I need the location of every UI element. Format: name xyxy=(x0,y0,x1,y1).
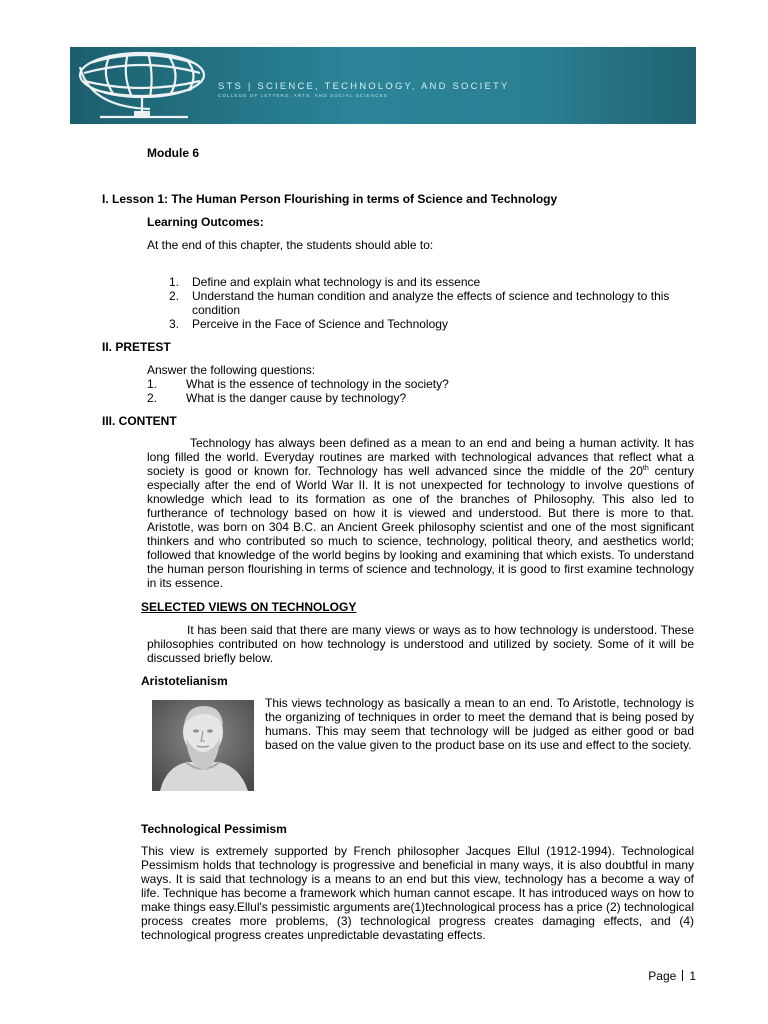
pretest-questions xyxy=(147,377,449,405)
list-item: 3. Perceive in the Face of Science and Technology xyxy=(169,317,448,331)
list-item: 2. Understand the human condition and analyze the effects of science and technology to this condition xyxy=(169,289,670,317)
aristotelianism-text: This views technology as basically a mean to an end. To Aristotle, technology is the organizing of techniques in order to meet the demand that is being posed by humans. This may seem that technology will be judged as either good or bad based on the value given to the product base on its use and effect to the society. xyxy=(265,696,694,752)
outcomes-intro: At the end of this chapter, the students should able to: xyxy=(147,238,434,252)
views-intro: It has been said that there are many views or ways as to how technology is understood. These philosophies contributed on how technology is understood and utilized by society. Some of it will be discussed briefly below. xyxy=(147,623,694,665)
pretest-heading: II. PRETEST xyxy=(102,340,171,354)
page-footer xyxy=(648,969,696,983)
pessimism-heading: Technological Pessimism xyxy=(141,822,287,836)
outcomes-list xyxy=(147,275,694,331)
aristotelianism-heading: Aristotelianism xyxy=(141,674,228,688)
list-item: 1. What is the essence of technology in the society? xyxy=(147,377,449,391)
header-banner xyxy=(70,47,696,124)
list-item: 2. What is the danger cause by technology? xyxy=(147,391,407,405)
banner-title: STS | SCIENCE, TECHNOLOGY, AND SOCIETY xyxy=(218,81,510,92)
module-title: Module 6 xyxy=(147,146,200,160)
aristotle-bust-image xyxy=(152,700,254,791)
pretest-intro: Answer the following questions: xyxy=(147,363,316,377)
lesson-heading: I. Lesson 1: The Human Person Flourishing in terms of Science and Technology xyxy=(102,192,558,206)
globe-icon xyxy=(70,47,220,124)
page-number: 1 xyxy=(689,969,696,983)
content-paragraph: Technology has always been defined as a mean to an end and being a human activity. It has long filled the world. Everyday routines are marked with technological advances that reflect what a society is good or known for. Technology has well advanced since the middle of the 20th century especially after the end of World War II. It is not unexpected for technology to involve questions of knowledge which lead to its formation as one of the branches of Philosophy. This also led to furtherance of technology based on how it is viewed and understood. But there is more to that. Aristotle, was born on 304 B.C. an Ancient Greek philosophy scientist and one of the most significant thinkers and who contributed so much to science, technology, political theory, and aesthetics world; followed that knowledge of the world begins by looking and examining that which exists. To understand the human person flourishing in terms of science and technology, it is good to first examine technology in its essence. xyxy=(147,436,695,590)
content-heading: III. CONTENT xyxy=(102,414,177,428)
outcomes-heading: Learning Outcomes: xyxy=(147,215,264,229)
banner-subtitle: COLLEGE OF LETTERS, ARTS, AND SOCIAL SCIENCES xyxy=(218,93,388,98)
page-label: Page xyxy=(648,969,677,983)
pessimism-text: This view is extremely supported by French philosopher Jacques Ellul (1912-1994). Technological Pessimism holds that technology is progressive and beneficial in many ways, it is also doubtful in many ways. It is said that technology is a means to an end but this view, technology has a become a way of life. Technique has become a framework which human cannot escape. It has introduced ways on how to make things easy.Ellul's pessimistic arguments are(1)technological process has a price (2) technological process creates more problems, (3) technological progress creates damaging effects, and (4) technological progress creates unpredictable devastating effects. xyxy=(141,844,694,942)
footer-divider xyxy=(682,970,683,981)
views-heading: SELECTED VIEWS ON TECHNOLOGY xyxy=(141,600,357,614)
list-item: 1. Define and explain what technology is and its essence xyxy=(169,275,481,289)
